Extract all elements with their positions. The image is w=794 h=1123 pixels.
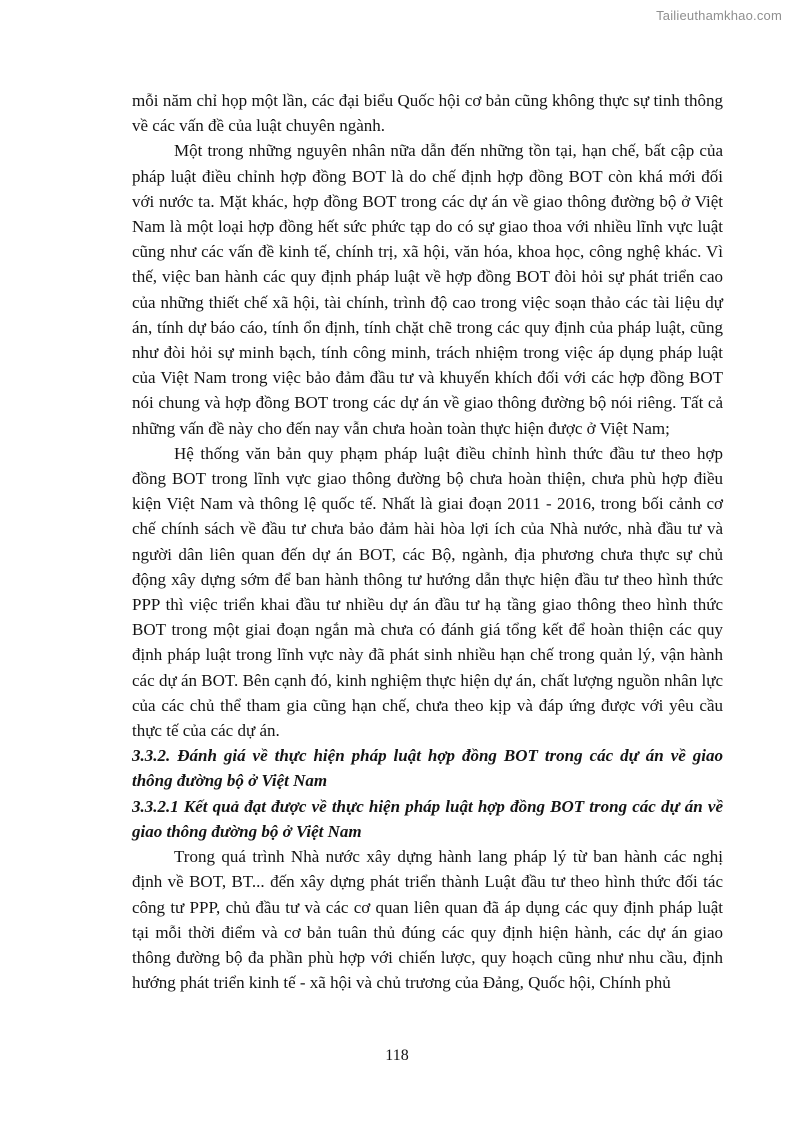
paragraph: Trong quá trình Nhà nước xây dựng hành lang pháp lý từ ban hành các nghị định về BOT, BT... đến xây dựng phát triển thành Luật đầu tư theo hình thức đối tác công tư PPP, chủ đầu tư và các cơ quan liên quan đã áp dụng các quy định pháp luật tại mỗi thời điểm và cơ bản tuân thủ đúng các quy định hiện hành, các dự án giao thông đường bộ đa phần phù hợp với chiến lược, quy hoạch cũng như nhu cầu, định hướng phát triển kinh tế - xã hội và chủ trương của Đảng, Quốc hội, Chính phủ bbox=[132, 847, 723, 993]
paragraph: Một trong những nguyên nhân nữa dẫn đến những tồn tại, hạn chế, bất cập của pháp luật điều chỉnh hợp đồng BOT là do chế định hợp đồng BOT còn khá mới đối với nước ta. Mặt khác, hợp đồng BOT trong các dự án về giao thông đường bộ ở Việt Nam là một loại hợp đồng hết sức phức tạp do có sự giao thoa với nhiều lĩnh vực luật cũng như các vấn đề kinh tế, chính trị, xã hội, văn hóa, khoa học, công nghệ khác. Vì thế, việc ban hành các quy định pháp luật về hợp đồng BOT đòi hỏi sự phát triển cao của những thiết chế xã hội, tài chính, trình độ cao trong việc soạn thảo các tài liệu dự án, tính dự báo cáo, tính ổn định, tính chặt chẽ trong các quy định của pháp luật, cũng như đòi hỏi sự minh bạch, tính công minh, trách nhiệm trong việc áp dụng pháp luật của Việt Nam trong việc bảo đảm đầu tư và khuyến khích đối với các hợp đồng BOT nói chung và hợp đồng BOT trong các dự án về giao thông đường bộ nói riêng. Tất cả những vấn đề này cho đến nay vẫn chưa hoàn toàn thực hiện được ở Việt Nam; bbox=[132, 141, 723, 438]
subsection-heading: 3.3.2.1 Kết quả đạt được về thực hiện pháp luật hợp đồng BOT trong các dự án về giao thông đường bộ ở Việt Nam bbox=[132, 796, 723, 841]
paragraph: Hệ thống văn bản quy phạm pháp luật điều chỉnh hình thức đầu tư theo hợp đồng BOT trong lĩnh vực giao thông đường bộ chưa hoàn thiện, chưa phù hợp điều kiện Việt Nam và thông lệ quốc tế. Nhất là giai đoạn 2011 - 2016, trong bối cảnh cơ chế chính sách về đầu tư chưa bảo đảm hài hòa lợi ích của Nhà nước, nhà đầu tư và người dân liên quan đến dự án BOT, các Bộ, ngành, địa phương chưa thực sự chủ động xây dựng sớm để ban hành thông tư hướng dẫn thực hiện đầu tư theo hình thức PPP thì việc triển khai đầu tư nhiều dự án đầu tư hạ tầng giao thông theo hình thức BOT trong một giai đoạn ngắn mà chưa có đánh giá tổng kết để hoàn thiện các quy định pháp luật trong lĩnh vực này đã phát sinh nhiều hạn chế trong quản lý, vận hành các dự án BOT. Bên cạnh đó, kinh nghiệm thực hiện dự án, chất lượng nguồn nhân lực của các chủ thể tham gia cũng hạn chế, chưa theo kịp và đáp ứng được với yêu cầu thực tế của các dự án. bbox=[132, 443, 723, 741]
section-heading: 3.3.2. Đánh giá về thực hiện pháp luật hợp đồng BOT trong các dự án về giao thông đường bộ ở Việt Nam bbox=[132, 746, 723, 791]
document-content bbox=[132, 88, 723, 995]
paragraph-continuation: mỗi năm chỉ họp một lần, các đại biểu Quốc hội cơ bản cũng không thực sự tinh thông về các vấn đề của luật chuyên ngành. bbox=[132, 91, 723, 136]
page-number: 118 bbox=[385, 1047, 409, 1064]
watermark: Tailieuthamkhao.com bbox=[656, 8, 782, 23]
